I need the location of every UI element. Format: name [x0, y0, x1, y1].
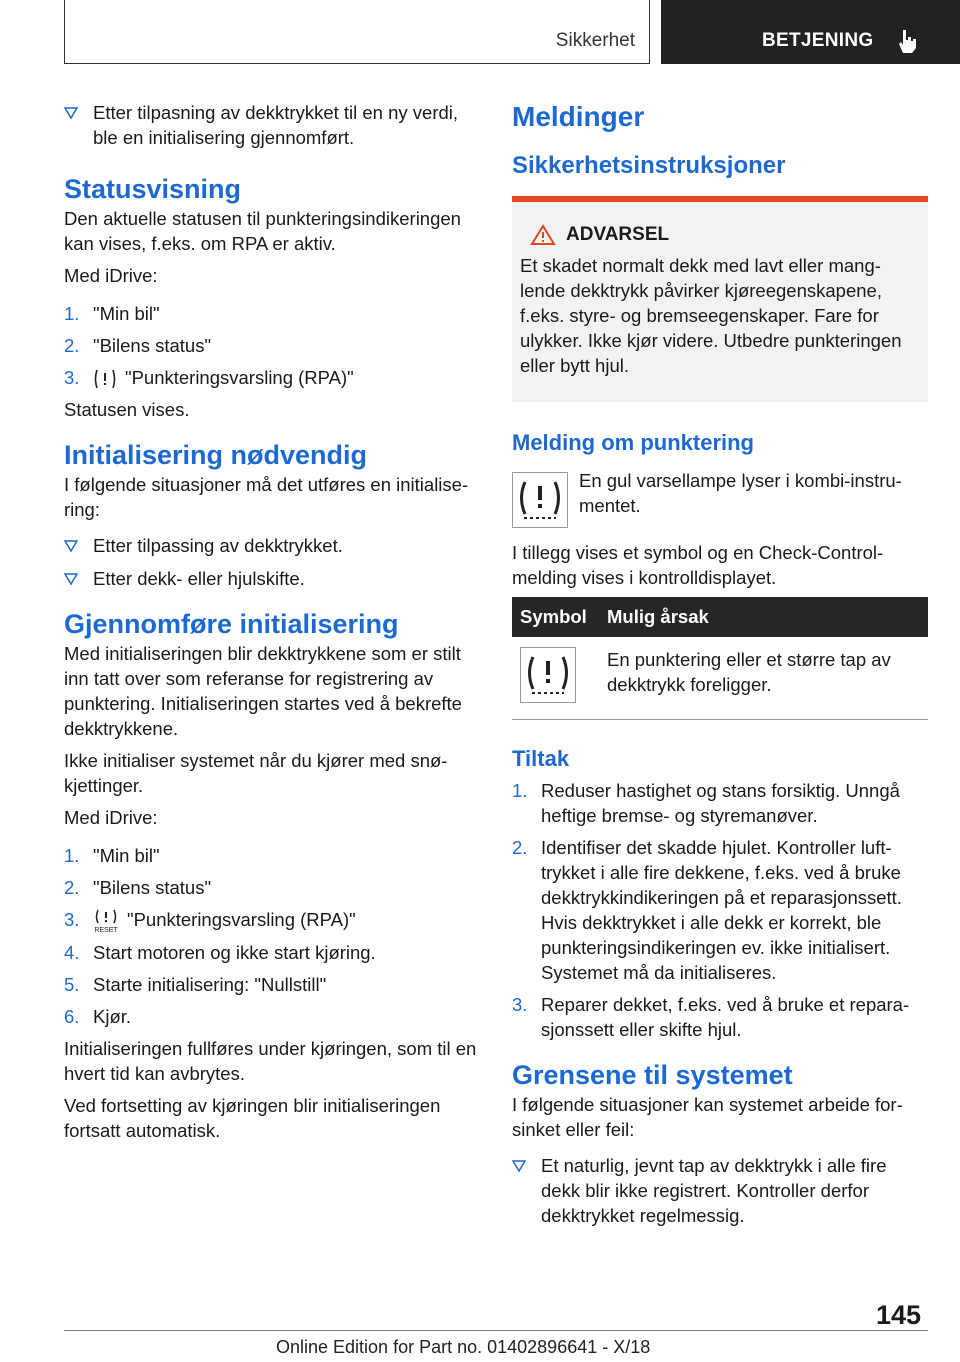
hand-pointer-icon	[897, 28, 919, 54]
table-cell-cause: En punktering eller et større tap av dekktrykk foreligger.	[599, 637, 928, 720]
triangle-bullet-icon	[64, 572, 78, 586]
puncture-row: En gul varsellampe lyser i kombi-instru-mentet.	[512, 468, 928, 528]
paragraph: Ved fortsetting av kjøringen blir initialiseringen fortsatt automatisk.	[64, 1095, 441, 1142]
right-column	[512, 100, 928, 1236]
triangle-bullet-icon	[64, 539, 78, 553]
list-item: 2. Identifiser det skadde hjulet. Kontroller luft-trykket i alle fire dekkene, f.eks. ved å bruke dekktrykkindikeringen på et reparasjonssett. Hvis dekktrykket i alle dekk er korrekt, ble punkteringsindikeringen ev. ikke initialisert. Systemet må da initialiseres.	[512, 837, 902, 983]
paragraph: Med initialiseringen blir dekktrykkene som er stilt inn tatt over som referanse for registrering av punktering. Initialiseringen startes ved å bekrefte dekktrykkene.	[64, 643, 462, 740]
header-section-tab	[64, 0, 650, 64]
heading-statusvisning: Statusvisning	[64, 174, 242, 204]
heading-tiltak: Tiltak	[512, 746, 570, 771]
paragraph: Ikke initialiser systemet når du kjører med snø-kjettinger.	[64, 750, 448, 797]
left-column	[64, 100, 480, 1150]
list-item: 2. "Bilens status"	[64, 877, 212, 899]
paragraph: I følgende situasjoner kan systemet arbeide for-sinket eller feil:	[512, 1094, 903, 1140]
table-header-symbol: Symbol	[512, 597, 599, 637]
tire-warning-icon	[93, 368, 117, 390]
list-item: Et naturlig, jevnt tap av dekktrykk i alle fire dekk blir ikke registrert. Kontroller derfor dekktrykket regelmessig.	[512, 1153, 928, 1228]
list-item: 1. "Min bil"	[64, 845, 160, 867]
triangle-bullet-icon	[64, 106, 78, 120]
list-item: Etter tilpassing av dekktrykket.	[64, 533, 480, 558]
heading-melding-om-punktering: Melding om punktering	[512, 430, 754, 455]
footer-divider	[64, 1330, 928, 1331]
warning-box	[512, 196, 928, 402]
paragraph: Den aktuelle statusen til punkteringsindikeringen kan vises, f.eks. om RPA er aktiv.	[64, 208, 461, 254]
list-item: Etter dekk- eller hjulskifte.	[64, 566, 480, 591]
paragraph: Initialiseringen fullføres under kjøringen, som til en hvert tid kan avbrytes.	[64, 1038, 477, 1085]
idrive-label: Med iDrive:	[64, 807, 158, 829]
paragraph: I tillegg vises et symbol og en Check-Control-melding vises i kontrolldisplayet.	[512, 542, 884, 588]
warning-text: Et skadet normalt dekk med lavt eller mang-lende dekktrykk påvirker kjøreegenskapene, f.eks. styre- og bremseegenskaper. Fare for ulykker. Ikke kjør videre. Utbedre punkteringen eller bytt hjul.	[520, 255, 902, 376]
heading-meldinger: Meldinger	[512, 101, 645, 132]
tire-reset-icon	[93, 909, 119, 933]
list-item: 3. RESET "Punkteringsvarsling (RPA)"	[64, 909, 356, 934]
symbol-table	[512, 597, 928, 720]
list-item: 1. "Min bil"	[64, 303, 160, 324]
edition-text: Online Edition for Part no. 01402896641 - X/18	[276, 1337, 651, 1357]
heading-grensene: Grensene til systemet	[512, 1060, 793, 1090]
reset-icon-label: RESET	[94, 927, 118, 934]
paragraph: Statusen vises.	[64, 399, 190, 421]
table-row	[512, 637, 928, 720]
list-item: 1. Reduser hastighet og stans forsiktig. Unngå heftige bremse- og styremanøver.	[512, 780, 900, 826]
heading-initialisering: Initialisering nødvendig	[64, 440, 368, 471]
list-item: 3. Reparer dekket, f.eks. ved å bruke et repara-sjonssett eller skifte hjul.	[512, 994, 910, 1040]
tire-warning-icon	[520, 647, 576, 703]
list-item: 4. Start motoren og ikke start kjøring.	[64, 942, 376, 964]
warning-title: ADVARSEL	[530, 224, 920, 246]
heading-sikkerhetsinstruksjoner: Sikkerhetsinstruksjoner	[512, 152, 786, 179]
paragraph: I følgende situasjoner må det utføres en initialise-ring:	[64, 474, 469, 521]
list-item: Etter tilpasning av dekktrykket til en ny verdi, ble en initialisering gjennomført.	[64, 100, 480, 150]
list-item: 3. "Punkteringsvarsling (RPA)"	[64, 365, 480, 390]
page-number: 145	[876, 1300, 922, 1330]
list-item: 5. Starte initialisering: "Nullstill"	[64, 974, 327, 996]
header-section-label: Sikkerhet	[555, 30, 635, 51]
idrive-label: Med iDrive:	[64, 265, 158, 286]
header-chapter-tab	[661, 0, 960, 64]
list-item: 2. "Bilens status"	[64, 335, 212, 356]
tire-warning-icon	[512, 472, 568, 528]
warning-triangle-icon	[530, 224, 556, 246]
table-header-cause: Mulig årsak	[599, 597, 928, 637]
header-chapter-label: BETJENING	[762, 30, 874, 51]
triangle-bullet-icon	[512, 1159, 526, 1173]
list-item: 6. Kjør.	[64, 1006, 132, 1028]
heading-gjennomfore: Gjennomføre initialisering	[64, 609, 399, 640]
